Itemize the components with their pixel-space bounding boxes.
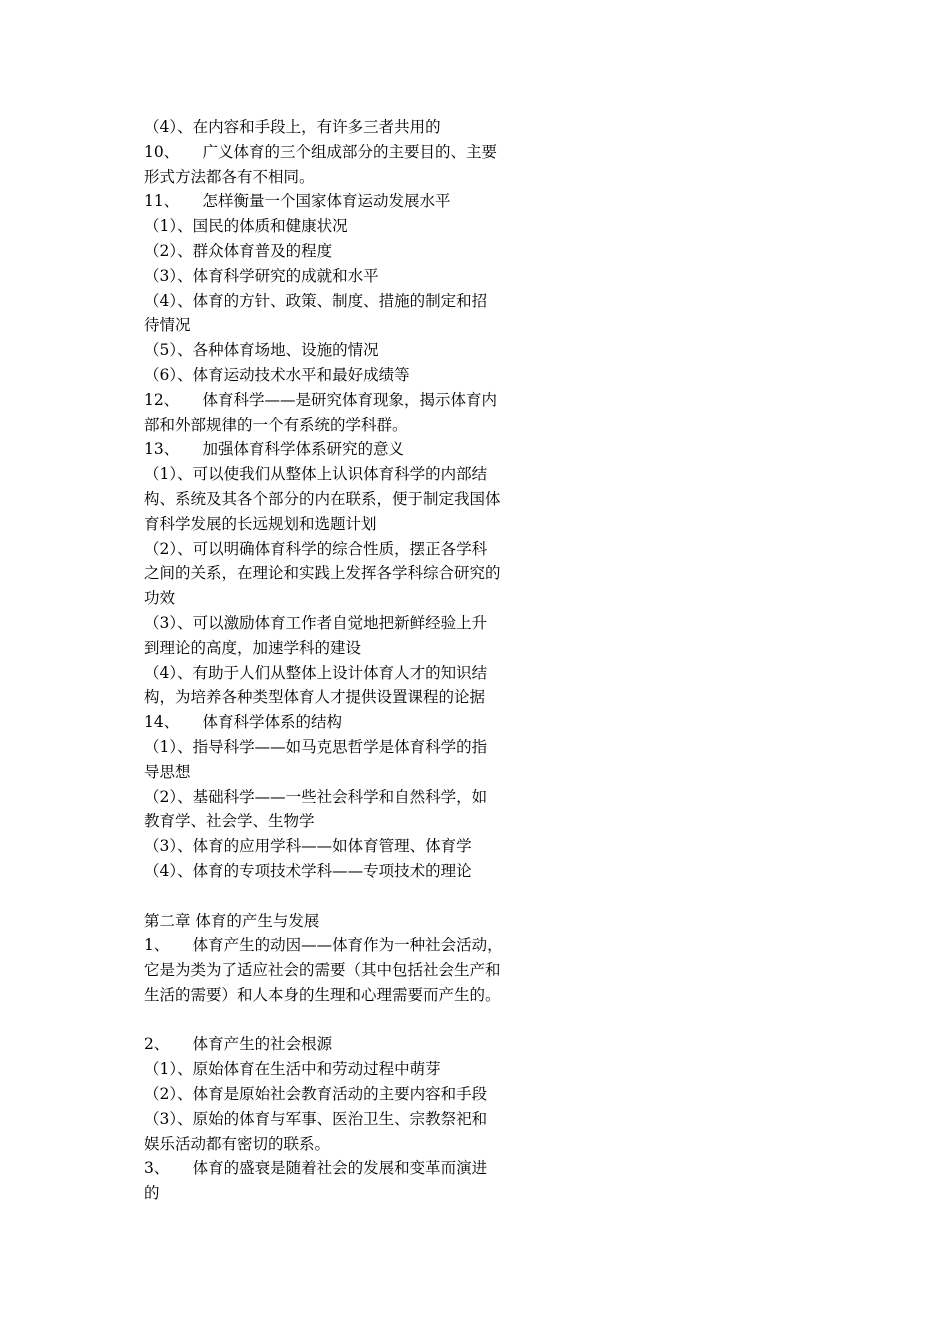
text-line: 待情况: [144, 316, 191, 335]
text-line: 14、 体育科学体系的结构: [144, 713, 342, 732]
text-line: （3）、体育的应用学科——如体育管理、体育学: [144, 837, 472, 856]
text-line: 3、 体育的盛衰是随着社会的发展和变革而演进: [144, 1159, 488, 1178]
text-line: 生活的需要）和人本身的生理和心理需要而产生的。: [144, 985, 501, 1004]
text-line: 到理论的高度，加速学科的建设: [144, 638, 362, 657]
chapter-heading: 第二章 体育的产生与发展: [144, 911, 320, 930]
text-line: （3）、原始的体育与军事、医治卫生、宗教祭祀和: [144, 1109, 488, 1128]
text-line: 构，为培养各种类型体育人才提供设置课程的论据: [144, 688, 486, 707]
text-line: （4）、体育的方针、政策、制度、措施的制定和招: [144, 291, 488, 310]
text-line: 形式方法都各有不相同。: [144, 167, 315, 186]
text-line: 它是为类为了适应社会的需要（其中包括社会生产和: [144, 961, 501, 980]
text-line: 之间的关系，在理论和实践上发挥各学科综合研究的: [144, 564, 501, 583]
text-line: （2）、基础科学——一些社会科学和自然科学，如: [144, 787, 488, 806]
document-body: [144, 115, 539, 1206]
text-line: 教育学、社会学、生物学: [144, 812, 315, 831]
text-line: （6）、体育运动技术水平和最好成绩等: [144, 365, 410, 384]
text-line: （2）、群众体育普及的程度: [144, 241, 333, 260]
text-line: （1）、国民的体质和健康状况: [144, 217, 348, 236]
blank-line: [144, 884, 539, 909]
text-line: 12、 体育科学——是研究体育现象，揭示体育内: [144, 390, 497, 409]
text-line: （1）、原始体育在生活中和劳动过程中萌芽: [144, 1060, 441, 1079]
text-line: （3）、体育科学研究的成就和水平: [144, 266, 379, 285]
text-line: 构、系统及其各个部分的内在联系，便于制定我国体: [144, 489, 501, 508]
text-line: （5）、各种体育场地、设施的情况: [144, 341, 379, 360]
text-line: 11、 怎样衡量一个国家体育运动发展水平: [144, 192, 451, 211]
text-line: 的: [144, 1184, 160, 1203]
text-line: （2）、体育是原始社会教育活动的主要内容和手段: [144, 1085, 488, 1104]
text-line: （2）、可以明确体育科学的综合性质，摆正各学科: [144, 539, 488, 558]
text-line: 部和外部规律的一个有系统的学科群。: [144, 415, 408, 434]
text-line: （1）、可以使我们从整体上认识体育科学的内部结: [144, 465, 488, 484]
text-line: 功效: [144, 589, 176, 608]
text-line: （4）、有助于人们从整体上设计体育人才的知识结: [144, 663, 488, 682]
text-line: 娱乐活动都有密切的联系。: [144, 1134, 331, 1153]
text-line: 育科学发展的长远规划和选题计划: [144, 514, 377, 533]
text-line: （3）、可以激励体育工作者自觉地把新鲜经验上升: [144, 613, 488, 632]
text-line: 13、 加强体育科学体系研究的意义: [144, 440, 404, 459]
blank-line: [144, 1008, 539, 1033]
text-line: 2、 体育产生的社会根源: [144, 1035, 333, 1054]
text-line: （4）、体育的专项技术学科——专项技术的理论: [144, 861, 472, 880]
text-line: 导思想: [144, 762, 191, 781]
text-line: （4）、在内容和手段上，有许多三者共用的: [144, 118, 441, 136]
text-line: 1、 体育产生的动因——体育作为一种社会活动，: [144, 936, 503, 955]
text-line: （1）、指导科学——如马克思哲学是体育科学的指: [144, 737, 488, 756]
text-line: 10、 广义体育的三个组成部分的主要目的、主要: [144, 142, 497, 161]
